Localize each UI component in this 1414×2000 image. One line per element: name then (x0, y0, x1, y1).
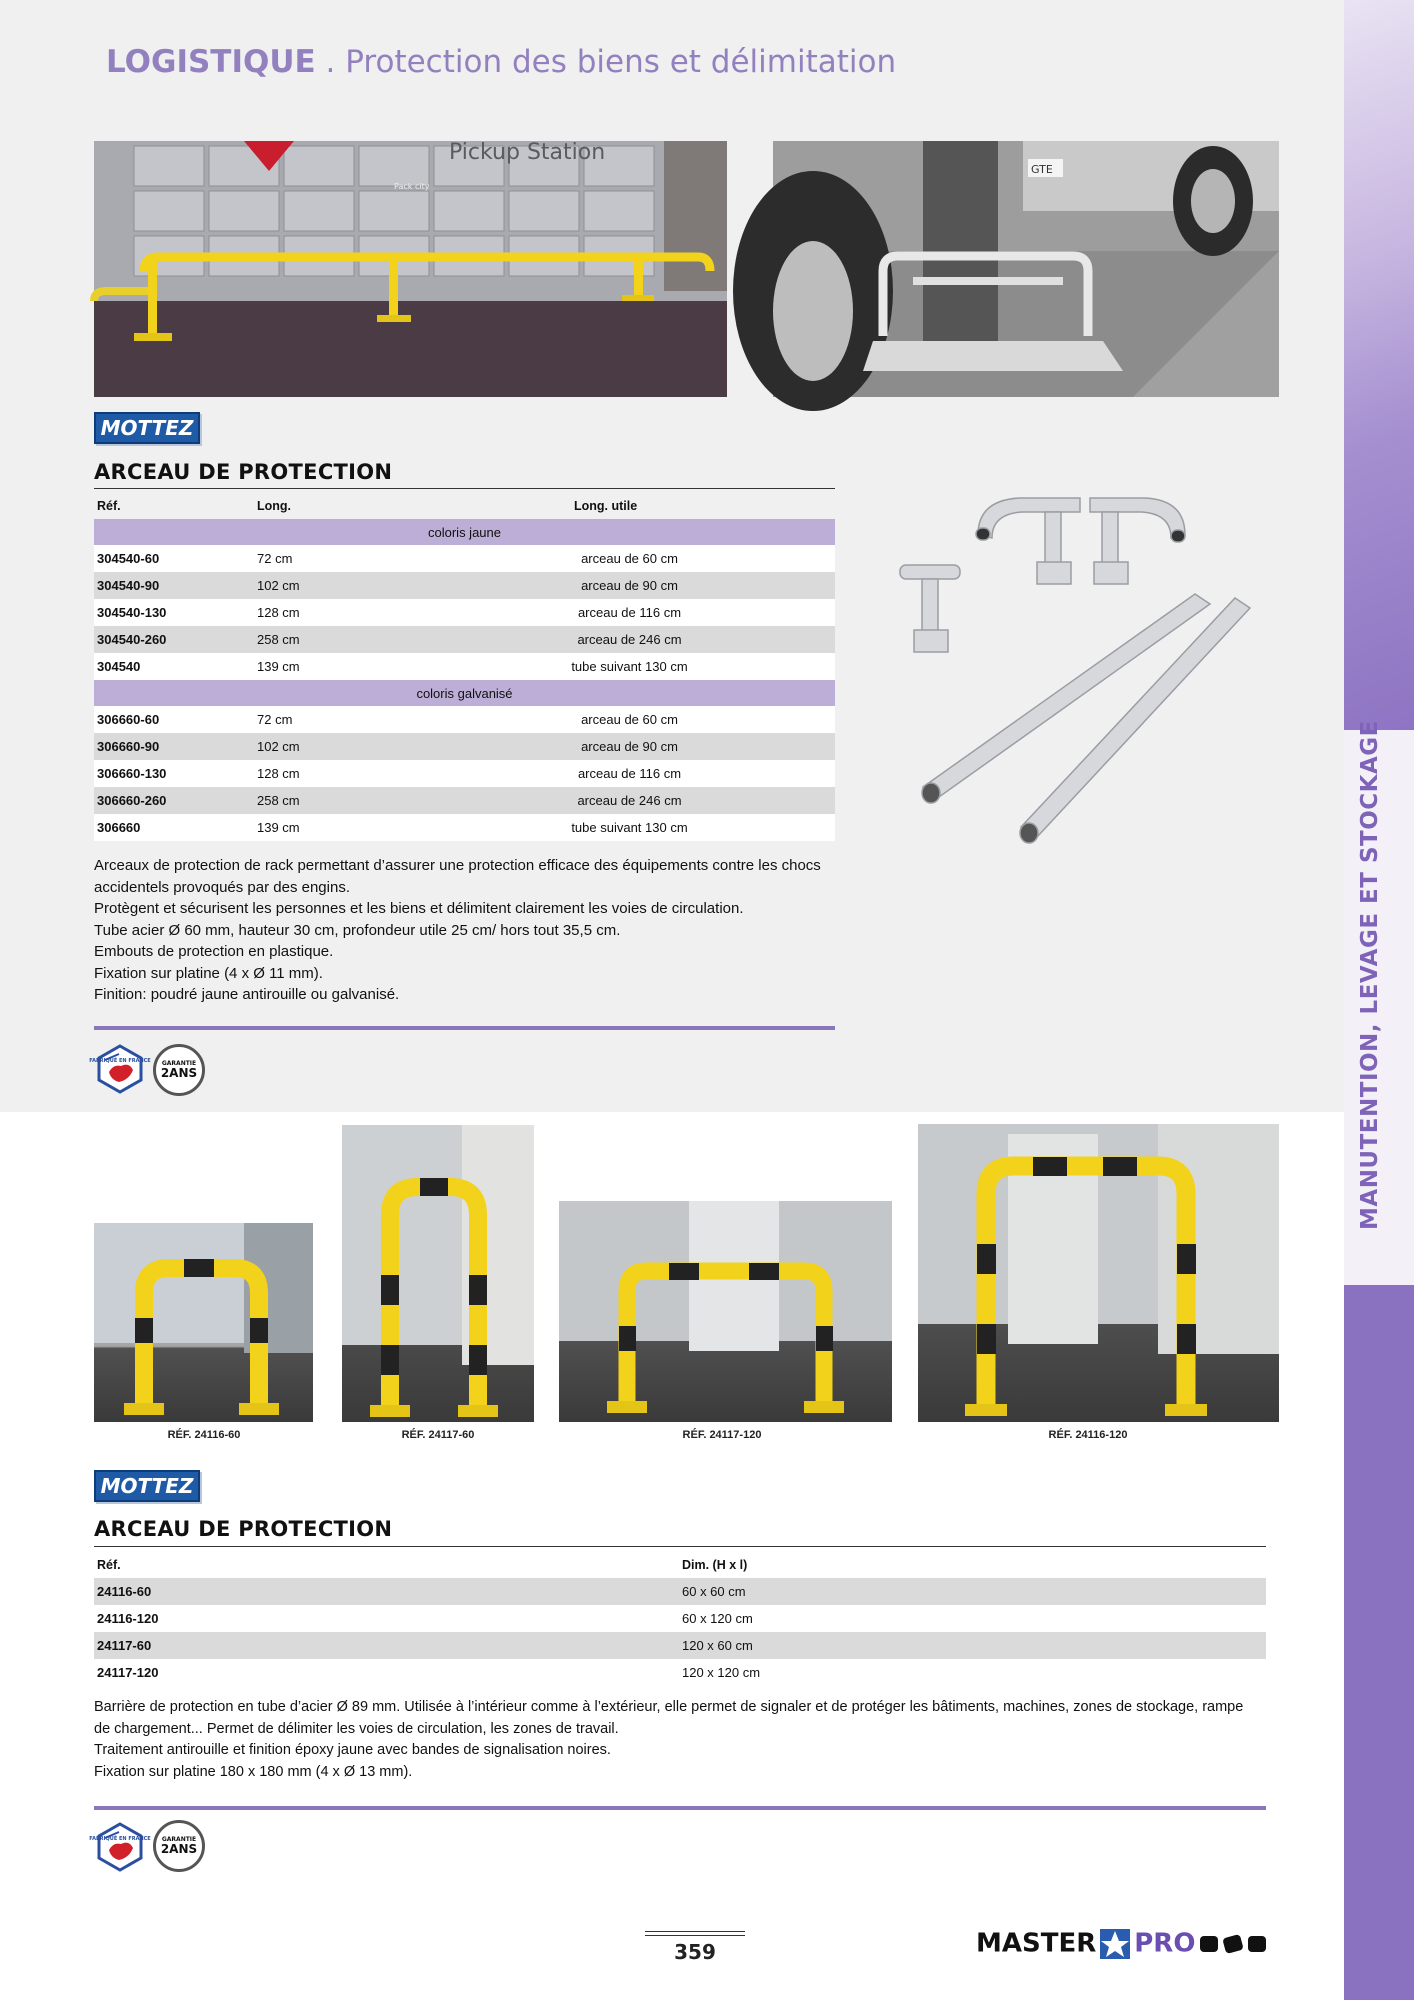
guarantee-2-years-badge: GARANTIE 2ANS (153, 1820, 205, 1872)
section-title: ARCEAU DE PROTECTION (94, 460, 393, 484)
table-row: 304540-60 72 cm arceau de 60 cm (94, 545, 835, 572)
table-header (94, 493, 835, 519)
table-header (94, 1552, 1266, 1578)
photo-caption: RÉF. 24116-60 (167, 1429, 241, 1441)
product-table-arceau-barrier (94, 1552, 1266, 1686)
group-header-yellow: coloris jaune (94, 519, 835, 545)
masterpro-logo: MASTER PRO (976, 1925, 1195, 1963)
side-tab-decoration (1344, 0, 1414, 730)
table-row: 306660 139 cm tube suivant 130 cm (94, 814, 835, 841)
table-row: 306660-130 128 cm arceau de 116 cm (94, 760, 835, 787)
photo-caption: RÉF. 24117-120 (682, 1429, 762, 1441)
photo-pickup-station-barrier (94, 141, 727, 397)
page-title-category: LOGISTIQUE (106, 44, 316, 80)
pickup-sign-text: Pickup Station (449, 140, 606, 165)
photo-ref-24117-60 (342, 1125, 534, 1422)
decorative-dots-icon (1200, 1934, 1268, 1954)
section-title: ARCEAU DE PROTECTION (94, 1517, 393, 1541)
table-row: 304540 139 cm tube suivant 130 cm (94, 653, 835, 680)
photo-caption: RÉF. 24116-120 (1048, 1429, 1128, 1441)
photo-ref-24116-120 (918, 1124, 1279, 1422)
pickup-station-illustration (94, 141, 727, 397)
photo-caption: RÉF. 24117-60 (401, 1429, 475, 1441)
product-description: Arceaux de protection de rack permettant d’assurer une protection efficace des équipements contre les chocs accidentels provoqués par des engins. Protègent et sécurisent les personnes et les biens et délimitent clairement les voies de circulation. Tube acier Ø 60 mm, hauteur 30 cm, profondeur utile 25 cm/ hors tout 35,5 cm. Embouts de protection en plastique. Fixation sur platine (4 x Ø 11 mm). Finition: poudré jaune antirouille ou galvanisé. (94, 857, 821, 1003)
page-title (106, 44, 896, 80)
title-underline (94, 1546, 1266, 1547)
photo-ref-24116-60 (94, 1223, 313, 1422)
mottez-logo: MOTTEZ (94, 1470, 200, 1502)
table-row: 24117-60 120 x 60 cm (94, 1632, 1266, 1659)
photo-ref-24117-120 (559, 1201, 892, 1422)
table-row: 306660-90 102 cm arceau de 90 cm (94, 733, 835, 760)
column-header: Réf. (97, 1558, 121, 1572)
barrier-illustration-24117-60 (342, 1125, 534, 1422)
svg-text:Pack city: Pack city (394, 182, 430, 191)
group-header-galvanized: coloris galvanisé (94, 680, 835, 706)
license-plate-text: GTE (1031, 163, 1053, 176)
side-tab-lower-band (1344, 1285, 1414, 2000)
parking-illustration (773, 141, 1279, 397)
table-row: 24116-60 60 x 60 cm (94, 1578, 1266, 1605)
title-underline (94, 488, 835, 489)
star-icon (1096, 1925, 1134, 1963)
barrier-illustration-24116-60 (94, 1223, 313, 1422)
column-header: Dim. (H x l) (682, 1558, 748, 1572)
side-tab-label: MANUTENTION, LEVAGE ET STOCKAGE (1357, 720, 1383, 1230)
table-row: 304540-260 258 cm arceau de 246 cm (94, 626, 835, 653)
made-in-france-badge (89, 1822, 151, 1872)
photo-parking-pillar-barrier (773, 141, 1279, 397)
product-description: Barrière de protection en tube d’acier Ø 89 mm. Utilisée à l’intérieur comme à l’extérieur, elle permet de signaler et de protéger les bâtiments, machines, zones de stockage, rampe de chargement... Permet de délimiter les voies de circulation, les zones de travail. Traitement antirouille et finition époxy jaune avec bandes de signalisation noires. Fixation sur platine 180 x 180 mm (4 x Ø 13 mm). (94, 1699, 1244, 1780)
product-components-illustration (880, 480, 1260, 860)
table-row: 306660-260 258 cm arceau de 246 cm (94, 787, 835, 814)
mottez-logo: MOTTEZ (94, 412, 200, 444)
page-title-subject: . Protection des biens et délimitation (315, 44, 897, 80)
table-row: 306660-60 72 cm arceau de 60 cm (94, 706, 835, 733)
barrier-illustration-24116-120 (918, 1124, 1279, 1422)
table-row: 304540-130 128 cm arceau de 116 cm (94, 599, 835, 626)
column-header: Réf. (97, 499, 121, 513)
table-row: 24117-120 120 x 120 cm (94, 1659, 1266, 1686)
column-header: Long. utile (574, 499, 638, 513)
page-number-rule (645, 1931, 745, 1932)
table-row: 304540-90 102 cm arceau de 90 cm (94, 572, 835, 599)
table-row: 24116-120 60 x 120 cm (94, 1605, 1266, 1632)
guarantee-2-years-badge: GARANTIE 2ANS (153, 1044, 205, 1096)
section-divider (94, 1806, 1266, 1810)
section-divider (94, 1026, 835, 1030)
column-header: Long. (257, 499, 292, 513)
page-number: 359 (674, 1940, 716, 1964)
page-number-rule (645, 1935, 745, 1936)
svg-text:FABRIQUÉ EN FRANCE: FABRIQUÉ EN FRANCE (89, 1836, 151, 1842)
made-in-france-badge (89, 1044, 151, 1094)
barrier-illustration-24117-120 (559, 1201, 892, 1422)
svg-text:FABRIQUÉ EN FRANCE: FABRIQUÉ EN FRANCE (89, 1058, 151, 1064)
product-table-arceau-rack (94, 493, 835, 841)
